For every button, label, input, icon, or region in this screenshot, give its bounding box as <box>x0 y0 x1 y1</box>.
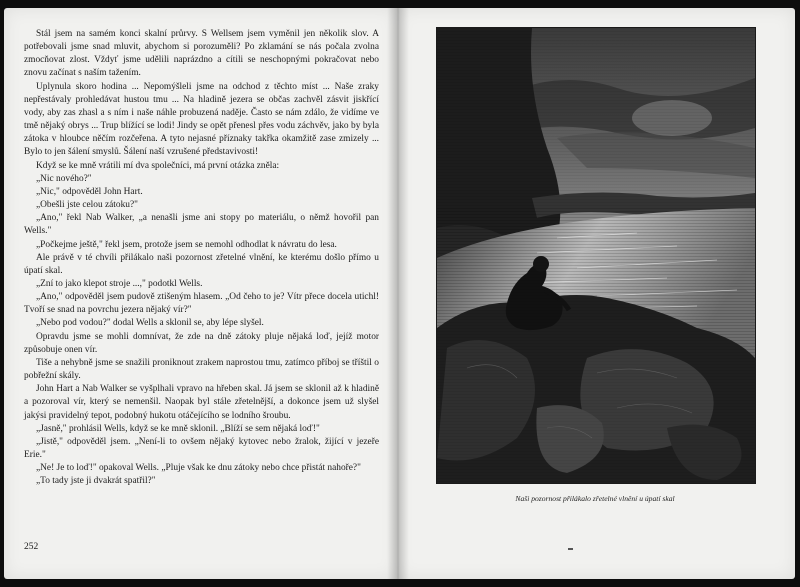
paragraph: Ale právě v té chvíli přilákalo naši pozornost zřetelné vlnění, ke kterému došlo přímo u úpatí skal. <box>24 252 379 276</box>
paragraph: „Nebo pod vodou?" dodal Wells a sklonil se, aby lépe slyšel. <box>36 318 264 329</box>
paragraph: „Počkejme ještě," řekl jsem, protože jsem se nemohl odhodlat k návratu do lesa. <box>36 239 337 250</box>
body-text <box>24 28 379 488</box>
illustration-drawing <box>437 28 755 483</box>
paragraph: „Jasně," prohlásil Wells, když se ke mně sklonil. „Blíží se sem nějaká loď!" <box>36 423 320 434</box>
left-page <box>4 8 397 579</box>
page-mark <box>568 548 573 550</box>
illustration-engraving <box>436 27 756 484</box>
paragraph: Tiše a nehybně jsme se snažili proniknout zrakem naprostou tmu, zatímco příboj se tříštil o pobřežní skály. <box>24 357 379 382</box>
paragraph: „Ne! Je to loď!" opakoval Wells. „Pluje však ke dnu zátoky nebo chce přistát nahoře?" <box>36 463 361 474</box>
paragraph: Uplynula skoro hodina ... Nepomýšleli jsme na odchod z těchto míst ... Naše zraky nepřestávaly prohledávat hustou tmu ... Na hladině jezera se občas zachvěl zásvit jiskřící vody, aby zas zhasl a s ním i naše náhle probuzená naděje. Často se nám zdálo, že vidíme ve tmě nějaký obrys ... Trup blížící se lodi! Jindy se opět přenesl přes vodu záchvěv, jako by byla zátoka v hloubce něčím rozčeřena. A tyto nejasné příznaky takřka okamžitě zase zmizely ... Bylo to jen šálení smyslů. Šálení naší vzrušené představivosti! <box>24 81 379 158</box>
paragraph: „Ano," řekl Nab Walker, „a nenašli jsme ani stopy po materiálu, o němž hovořil pan Wells." <box>24 213 379 237</box>
paragraph: Stál jsem na samém konci skalní průrvy. S Wellsem jsem vyměnil jen několik slov. A potřebovali jsme snad mluvit, abychom si porozuměli? Po zklamání se nás počala zvolna zmocňovat zlost. Vždyť jsme udělili naprázdno a cítili se neschopnými pokračovat nebo znovu začínat s naším tažením. <box>24 29 379 79</box>
paragraph: „Obešli jste celou zátoku?" <box>36 200 138 211</box>
paragraph: „To tady jste ji dvakrát spatřil?" <box>36 476 156 487</box>
paragraph: „Ano," odpověděl jsem pudově ztišeným hlasem. „Od čeho to je? Vítr přece docela utichl! Tvoří se snad na povrchu jezera nějaký vír?" <box>24 292 379 316</box>
paragraph: „Nic nového?" <box>36 173 92 184</box>
page-number: 252 <box>24 542 39 552</box>
paragraph: Když se ke mně vrátili mí dva společníci, má první otázka zněla: <box>36 160 280 171</box>
illustration-caption: Naši pozornost přilákalo zřetelné vlnění u úpatí skal <box>515 494 675 503</box>
paragraph: „Jistě," odpověděl jsem. „Není-li to ovšem nějaký kytovec nebo žralok, žijící v jezeře Erie." <box>24 436 379 460</box>
paragraph: „Nic," odpověděl John Hart. <box>36 186 143 197</box>
paragraph: „Zní to jako klepot stroje ...," podotkl Wells. <box>36 278 203 289</box>
paragraph: John Hart a Nab Walker se vyšplhali vpravo na hřeben skal. Já jsem se sklonil až k hladině a pozoroval vír, který se nemenšil. Naopak byl stále zřetelnější, a dokonce jsem už slyšel jakýsi pravidelný tepot, podobný hukotu otáčejícího se lodního šroubu. <box>24 384 379 421</box>
paragraph: Opravdu jsme se mohli domnívat, že zde na dně zátoky pluje nějaká loď, jejíž motor způsobuje onen vír. <box>24 331 379 355</box>
